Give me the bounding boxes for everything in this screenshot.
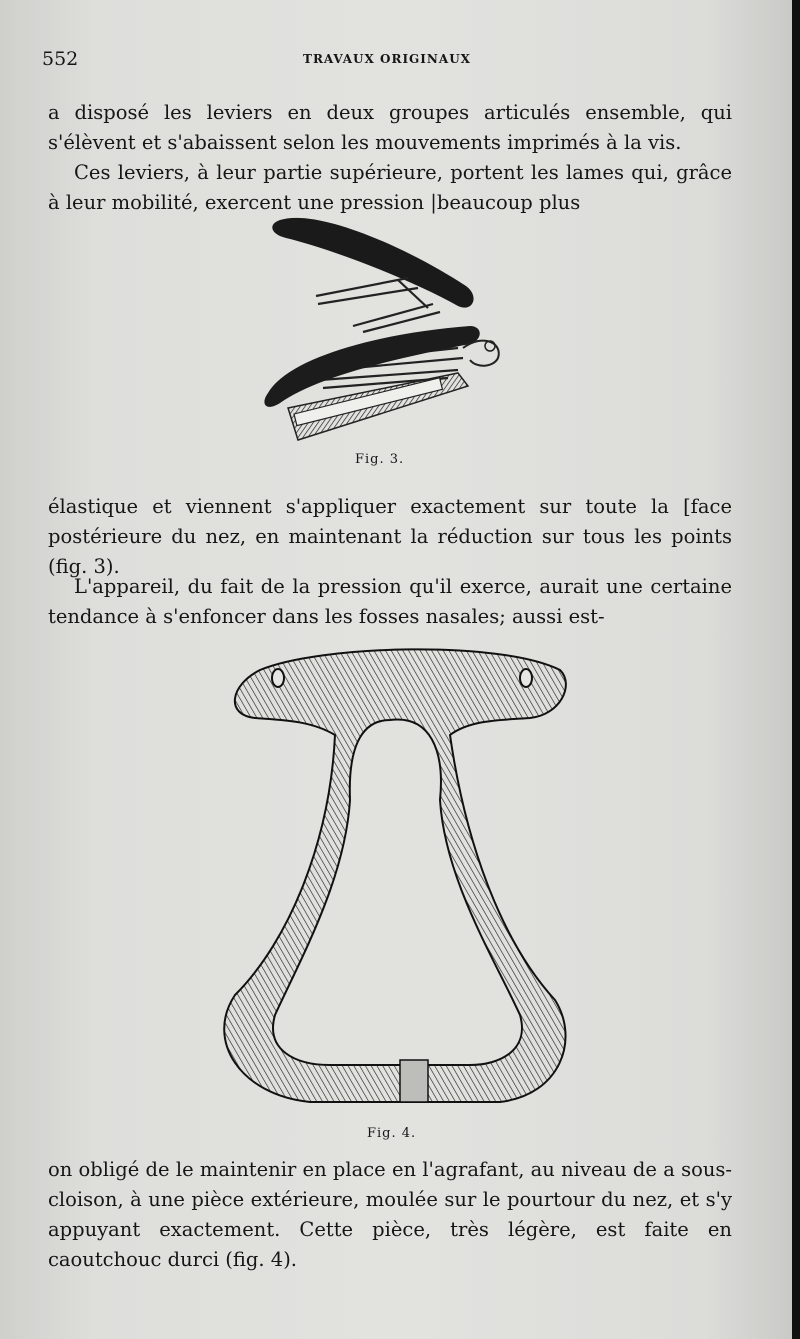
page-number: 552 [42,48,79,70]
paragraph-2: Ces leviers, à leur partie supérieure, portent les lames qui, grâce à leur mobilité, exercent une pression |beaucoup plus [48,161,732,214]
figure-4-caption: Fig. 4. [367,1126,417,1141]
running-head: TRAVAUX ORIGINAUX [303,52,471,66]
page-header [42,48,732,78]
scan-edge [792,0,800,1339]
paragraph-1: a disposé les leviers en deux groupes articulés ensemble, qui s'élèvent et s'abaissent selon les mouvements imprimés à la vis. [48,101,732,154]
paragraph-5: on obligé de le maintenir en place en l'agrafant, au niveau de a sous-cloison, à une pièce extérieure, moulée sur le pourtour du nez, et s'y appuyant exactement. Cette pièce, très légère, est faite en caoutchouc durci (fig. 4). [48,1158,732,1271]
paragraph-4: L'appareil, du fait de la pression qu'il exerce, aurait une certaine tendance à s'enfoncer dans les fosses nasales; aussi est- [48,575,732,628]
nasal-splint-lever-illustration [258,208,518,453]
paragraph-3: élastique et viennent s'appliquer exactement sur toute la [face postérieure du nez, en maintenant la réduction sur tous les points (fig. 3). [48,495,732,578]
figure-3-caption: Fig. 3. [355,452,405,467]
nasal-support-piece-illustration [200,640,580,1115]
